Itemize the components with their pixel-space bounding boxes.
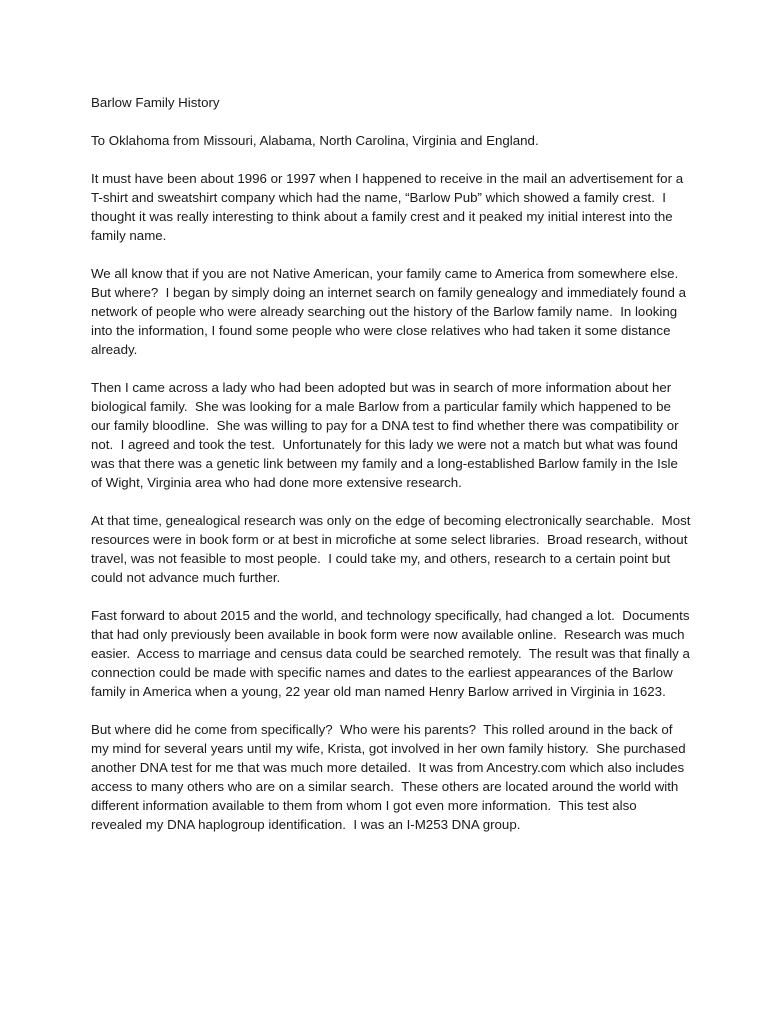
paragraph-2: We all know that if you are not Native American, your family came to America from somewhere else. But where? I began by simply doing an internet search on family genealogy and immediately found a network of people who were already searching out the history of the Barlow family name. In looking into the information, I found some people who were close relatives who had taken it some distance already. — [91, 266, 690, 357]
paragraph-6: But where did he come from specifically? Who were his parents? This rolled around in the back of my mind for several years until my wife, Krista, got involved in her own family history. She purchased another DNA test for me that was much more detailed. It was from Ancestry.com which also includes access to many others who are on a similar search. These others are located around the world with different information available to them from whom I got even more information. This test also revealed my DNA haplogroup identification. I was an I-M253 DNA group. — [91, 722, 690, 832]
paragraph-3: Then I came across a lady who had been adopted but was in search of more information about her biological family. She was looking for a male Barlow from a particular family which happened to be our family bloodline. She was willing to pay for a DNA test to find whether there was compatibility or not. I agreed and took the test. Unfortunately for this lady we were not a match but what was found was that there was a genetic link between my family and a long-established Barlow family in the Isle of Wight, Virginia area who had done more extensive research. — [91, 380, 683, 490]
document-title: Barlow Family History — [91, 95, 220, 110]
paragraph-4: At that time, genealogical research was only on the edge of becoming electronically searchable. Most resources were in book form or at best in microfiche at some select libraries. Broad research, without travel, was not feasible to most people. I could take my, and others, research to a certain point but could not advance much further. — [91, 513, 695, 585]
document-subtitle: To Oklahoma from Missouri, Alabama, North Carolina, Virginia and England. — [91, 133, 539, 148]
paragraph-5: Fast forward to about 2015 and the world, and technology specifically, had changed a lot. Documents that had only previously been available in book form were now available online. Research was much easier. Access to marriage and census data could be searched remotely. The result was that finally a connection could be made with specific names and dates to the earliest appearances of the Barlow family in America when a young, 22 year old man named Henry Barlow arrived in Virginia in 1623. — [91, 608, 694, 699]
document-body — [91, 93, 695, 853]
paragraph-1: It must have been about 1996 or 1997 when I happened to receive in the mail an advertisement for a T-shirt and sweatshirt company which had the name, “Barlow Pub” which showed a family crest. I thought it was really interesting to think about a family crest and it peaked my initial interest into the family name. — [91, 171, 687, 243]
